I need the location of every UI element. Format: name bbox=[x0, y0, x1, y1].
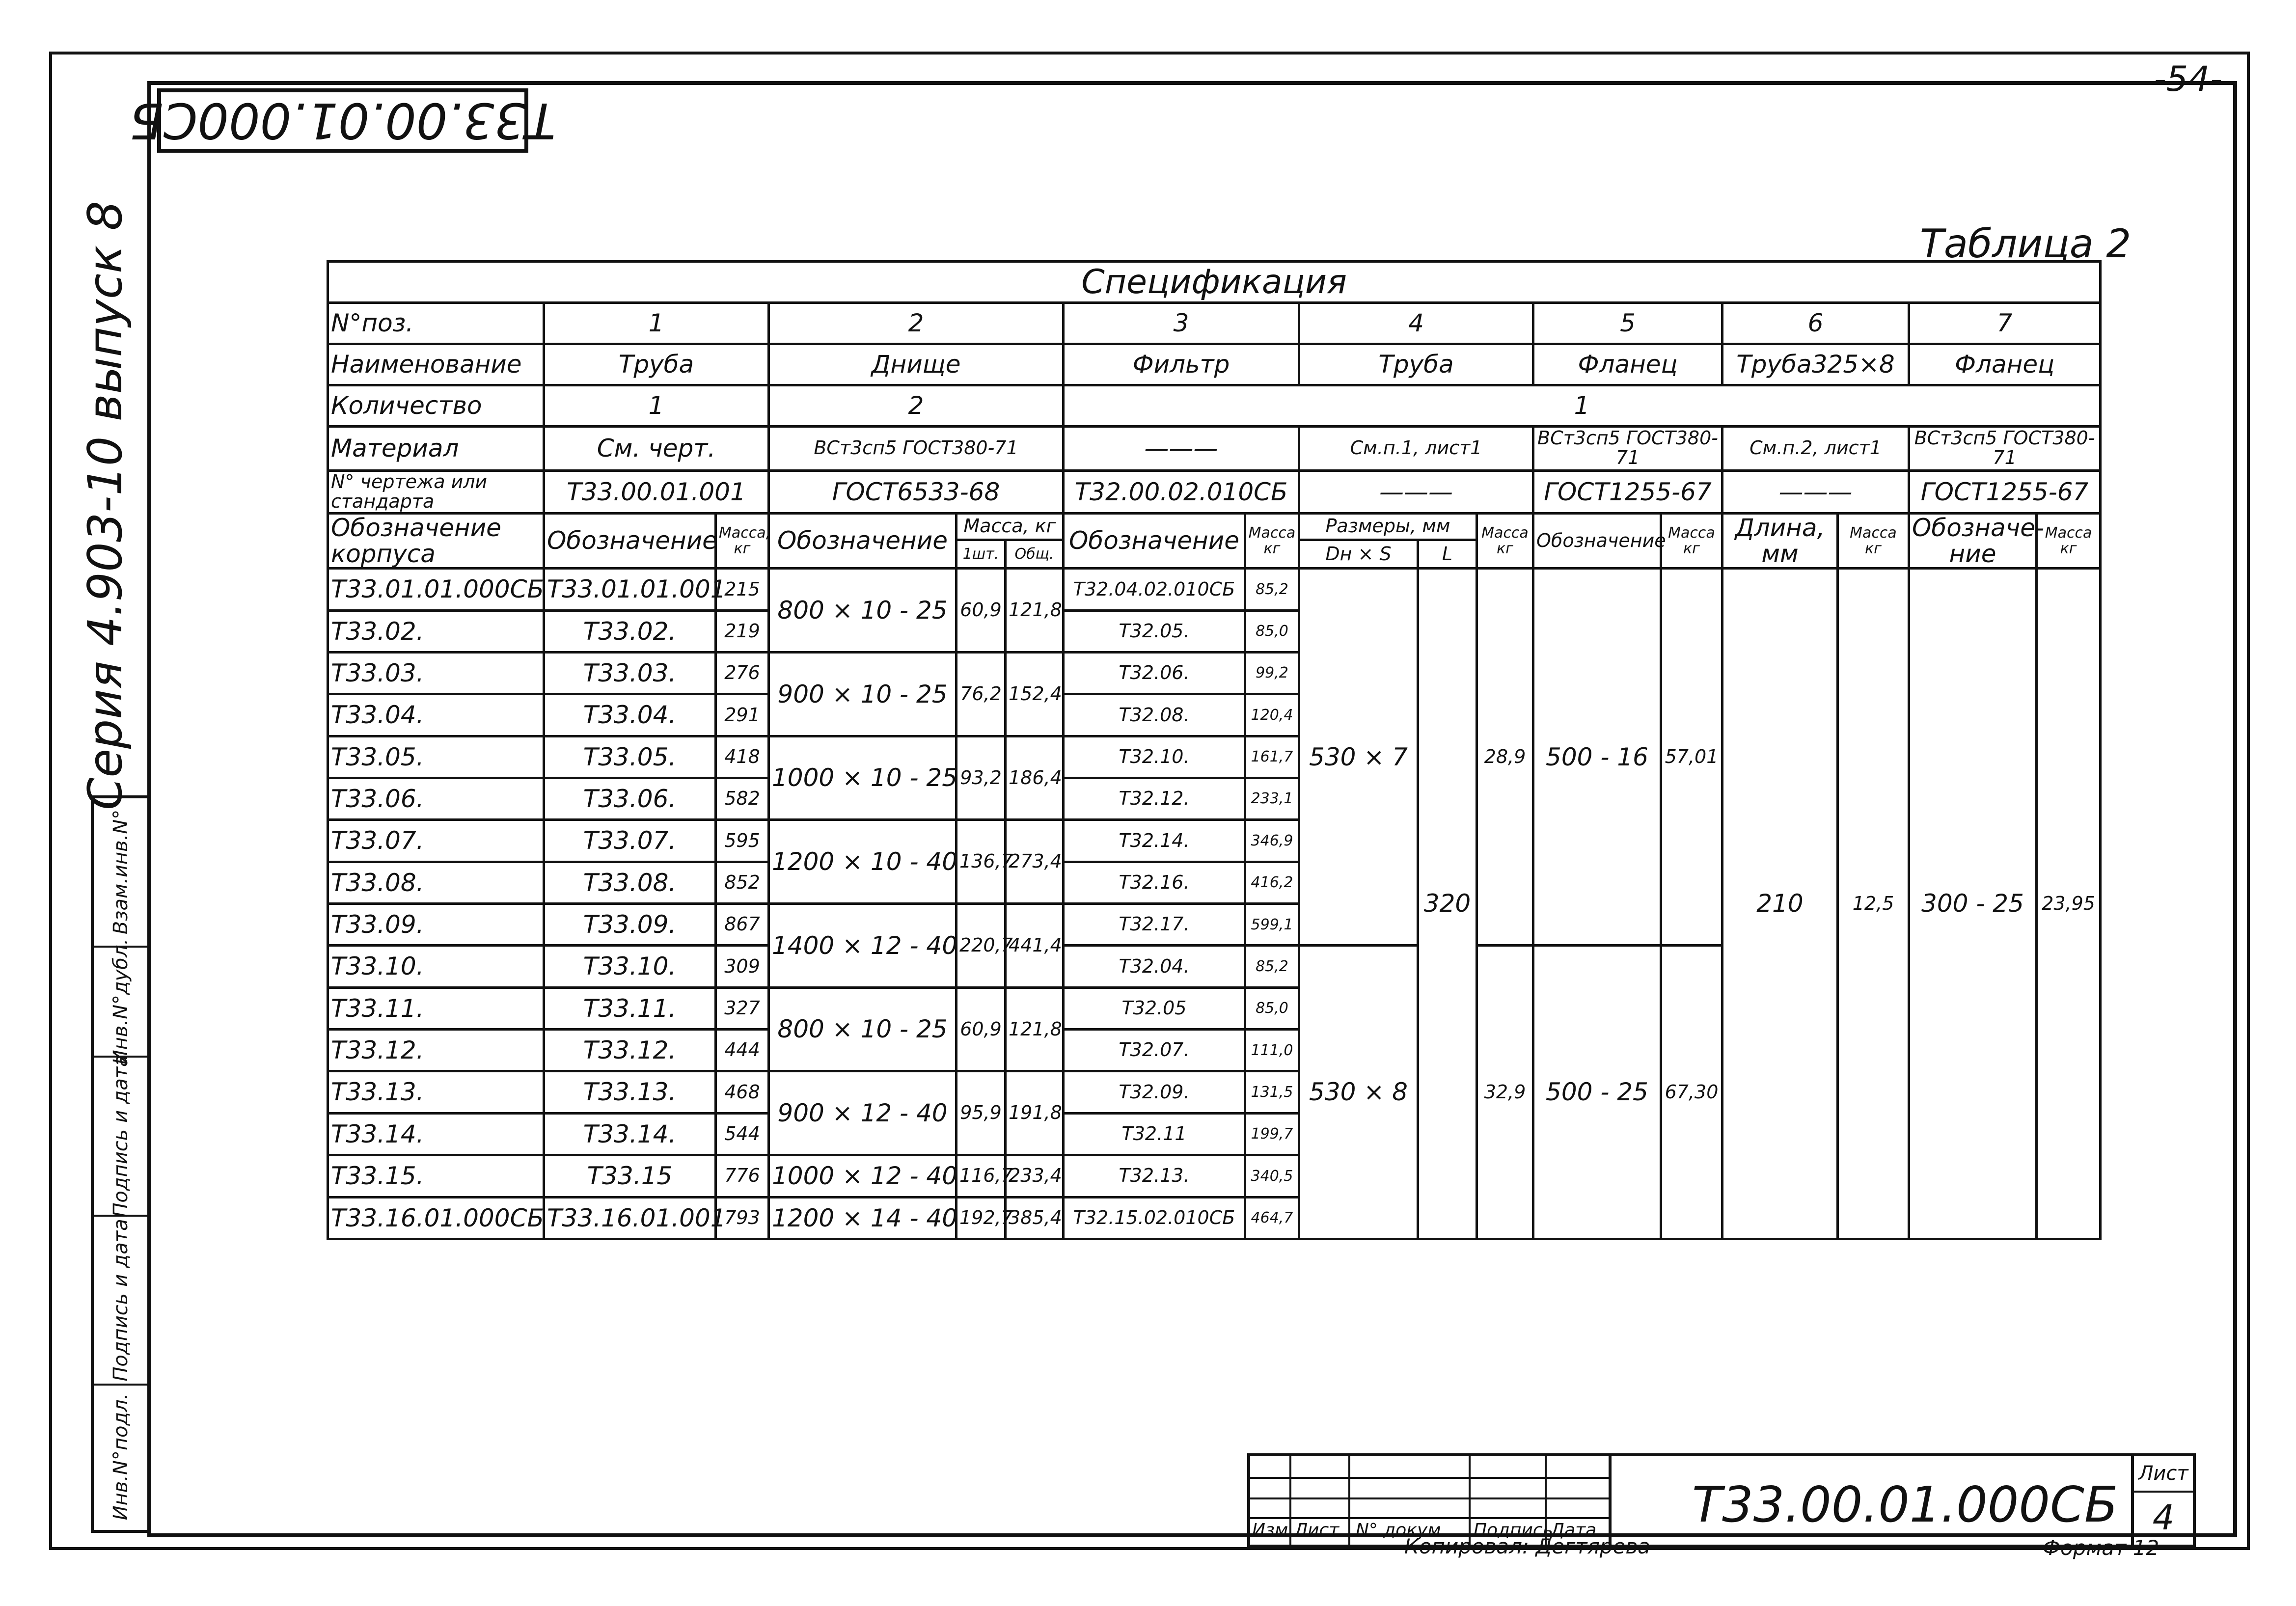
part2-mass-total: 121,8 bbox=[1006, 569, 1064, 653]
part3-designation: Т32.17. bbox=[1064, 904, 1245, 946]
part1-designation: Т33.08. bbox=[544, 862, 716, 903]
part2-designation: 1000 × 12 - 40 bbox=[769, 1155, 957, 1197]
header-cell: Масса кг bbox=[1838, 513, 1909, 569]
header-cell: 1шт. bbox=[957, 540, 1006, 569]
row-label: N° чертежа или стандарта bbox=[328, 470, 544, 513]
cell: Фильтр bbox=[1064, 344, 1299, 385]
header-cell: Размеры, мм bbox=[1299, 513, 1477, 540]
part3-designation: Т32.06. bbox=[1064, 653, 1245, 694]
body-cell: Т33.11. bbox=[328, 987, 544, 1029]
part5-mass: 57,01 bbox=[1661, 569, 1722, 946]
part1-designation: Т33.12. bbox=[544, 1030, 716, 1071]
part3-designation: Т32.14. bbox=[1064, 820, 1245, 862]
part2-mass-total: 233,4 bbox=[1006, 1155, 1064, 1197]
cell: 5 bbox=[1533, 302, 1722, 344]
cell: См.п.2, лист1 bbox=[1722, 426, 1909, 470]
tb-label: Дата bbox=[1551, 1520, 1597, 1540]
part3-designation: Т32.16. bbox=[1064, 862, 1245, 903]
cell: Фланец bbox=[1533, 344, 1722, 385]
side-cell bbox=[94, 1386, 148, 1528]
series-label: Серия 4.903-10 выпуск 8 bbox=[79, 200, 133, 810]
part6-length: 210 bbox=[1722, 569, 1838, 1239]
specification-table bbox=[327, 260, 2102, 1240]
part1-mass: 867 bbox=[716, 904, 769, 946]
title-block bbox=[1247, 1453, 2196, 1548]
body-cell: Т33.01.01.000СБ bbox=[328, 569, 544, 610]
part3-mass: 99,2 bbox=[1245, 653, 1299, 694]
cell: Фланец bbox=[1909, 344, 2101, 385]
row-label: Материал bbox=[328, 426, 544, 470]
part3-designation: Т32.12. bbox=[1064, 778, 1245, 820]
part2-mass-total: 152,4 bbox=[1006, 653, 1064, 736]
side-label: Взам.инв.N° bbox=[109, 809, 132, 935]
part2-mass-total: 385,4 bbox=[1006, 1197, 1064, 1239]
part1-mass: 219 bbox=[716, 610, 769, 652]
part2-mass-one: 220,7 bbox=[957, 904, 1006, 988]
grid-line bbox=[1348, 1456, 1350, 1545]
part2-designation: 900 × 12 - 40 bbox=[769, 1071, 957, 1155]
part3-designation: Т32.15.02.010СБ bbox=[1064, 1197, 1245, 1239]
row-label: Наименование bbox=[328, 344, 544, 385]
part1-mass: 418 bbox=[716, 736, 769, 778]
document-number: Т33.00.01.000СБ bbox=[1692, 1476, 2118, 1533]
part4-length: 320 bbox=[1418, 569, 1477, 1239]
row-label: Количество bbox=[328, 385, 544, 426]
header-cell: Масса, кг bbox=[716, 513, 769, 569]
header-cell: Масса кг bbox=[1477, 513, 1533, 569]
cell: 4 bbox=[1299, 302, 1533, 344]
part1-designation: Т33.07. bbox=[544, 820, 716, 862]
part2-mass-one: 116,7 bbox=[957, 1155, 1006, 1197]
part3-mass: 346,9 bbox=[1245, 820, 1299, 862]
part1-mass: 852 bbox=[716, 862, 769, 903]
side-label: Инв.N°подл. bbox=[109, 1393, 132, 1521]
part5-mass: 67,30 bbox=[1661, 946, 1722, 1239]
cell: ВСт3сп5 ГОСТ380-71 bbox=[769, 426, 1064, 470]
tb-label: Изм. bbox=[1252, 1520, 1294, 1540]
grid-line bbox=[1250, 1497, 1609, 1499]
part1-mass: 595 bbox=[716, 820, 769, 862]
part2-designation: 1200 × 14 - 40 bbox=[769, 1197, 957, 1239]
part1-designation: Т33.05. bbox=[544, 736, 716, 778]
part3-designation: Т32.04.02.010СБ bbox=[1064, 569, 1245, 610]
part7-mass: 23,95 bbox=[2037, 569, 2101, 1239]
cell: Труба bbox=[544, 344, 769, 385]
side-label: Инв.N°дубл. bbox=[109, 938, 132, 1065]
body-cell: Т33.05. bbox=[328, 736, 544, 778]
side-label: Подпись и дата bbox=[109, 1055, 132, 1218]
cell: 1 bbox=[544, 302, 769, 344]
cell: ГОСТ1255-67 bbox=[1909, 470, 2101, 513]
table-title: Таблица 2 bbox=[1920, 221, 2132, 267]
table-row bbox=[328, 569, 2101, 610]
cell: 1 bbox=[544, 385, 769, 426]
part1-designation: Т33.15 bbox=[544, 1155, 716, 1197]
part3-mass: 199,7 bbox=[1245, 1113, 1299, 1155]
part3-mass: 464,7 bbox=[1245, 1197, 1299, 1239]
part1-mass: 544 bbox=[716, 1113, 769, 1155]
copied-by: Копировал: Дегтярева bbox=[1404, 1534, 1650, 1558]
header-cell: Масса кг bbox=[1245, 513, 1299, 569]
part1-designation: Т33.10. bbox=[544, 946, 716, 987]
cell: Труба325×8 bbox=[1722, 344, 1909, 385]
part1-mass: 291 bbox=[716, 694, 769, 736]
part4-size: 530 × 7 bbox=[1299, 569, 1418, 946]
side-strip bbox=[91, 795, 151, 1533]
part1-designation: Т33.13. bbox=[544, 1071, 716, 1113]
part1-mass: 215 bbox=[716, 569, 769, 610]
part3-mass: 161,7 bbox=[1245, 736, 1299, 778]
part2-mass-total: 441,4 bbox=[1006, 904, 1064, 988]
cell: 7 bbox=[1909, 302, 2101, 344]
part1-designation: Т33.14. bbox=[544, 1113, 716, 1155]
body-cell: Т33.13. bbox=[328, 1071, 544, 1113]
grid-line bbox=[1469, 1456, 1471, 1545]
header-cell: Общ. bbox=[1006, 540, 1064, 569]
part3-mass: 416,2 bbox=[1245, 862, 1299, 903]
part3-mass: 131,5 bbox=[1245, 1071, 1299, 1113]
tb-label: Подпись bbox=[1474, 1520, 1553, 1540]
cell: ——— bbox=[1299, 470, 1533, 513]
header-cell: Масса кг bbox=[2037, 513, 2101, 569]
part1-mass: 582 bbox=[716, 778, 769, 820]
header-cell: Обозначение bbox=[769, 513, 957, 569]
part3-mass: 85,0 bbox=[1245, 987, 1299, 1029]
part1-designation: Т33.03. bbox=[544, 653, 716, 694]
body-cell: Т33.04. bbox=[328, 694, 544, 736]
part3-designation: Т32.05. bbox=[1064, 610, 1245, 652]
cell: ГОСТ1255-67 bbox=[1533, 470, 1722, 513]
body-cell: Т33.03. bbox=[328, 653, 544, 694]
part3-mass: 340,5 bbox=[1245, 1155, 1299, 1197]
part3-designation: Т32.07. bbox=[1064, 1030, 1245, 1071]
part2-mass-one: 60,9 bbox=[957, 987, 1006, 1071]
part3-mass: 85,2 bbox=[1245, 946, 1299, 987]
part1-mass: 468 bbox=[716, 1071, 769, 1113]
part1-designation: Т33.02. bbox=[544, 610, 716, 652]
cell: 1 bbox=[1064, 385, 2101, 426]
header-cell: Dн × S bbox=[1299, 540, 1418, 569]
body-cell: Т33.12. bbox=[328, 1030, 544, 1071]
part2-mass-one: 76,2 bbox=[957, 653, 1006, 736]
body-cell: Т33.06. bbox=[328, 778, 544, 820]
part3-designation: Т32.11 bbox=[1064, 1113, 1245, 1155]
grid-line bbox=[1250, 1477, 1609, 1479]
sheet-label: Лист bbox=[2134, 1456, 2193, 1493]
tb-label: N° докум. bbox=[1356, 1520, 1447, 1540]
format-label: Формат 12 bbox=[2043, 1536, 2159, 1560]
cell: См.п.1, лист1 bbox=[1299, 426, 1533, 470]
cell: Днище bbox=[769, 344, 1064, 385]
part3-mass: 85,0 bbox=[1245, 610, 1299, 652]
part7-designation: 300 - 25 bbox=[1909, 569, 2037, 1239]
part2-mass-one: 136,7 bbox=[957, 820, 1006, 904]
part1-mass: 444 bbox=[716, 1030, 769, 1071]
part2-designation: 800 × 10 - 25 bbox=[769, 569, 957, 653]
part3-designation: Т32.13. bbox=[1064, 1155, 1245, 1197]
row-label: N°поз. bbox=[328, 302, 544, 344]
header-cell: Обозначение bbox=[1064, 513, 1245, 569]
body-cell: Т33.02. bbox=[328, 610, 544, 652]
part2-mass-one: 93,2 bbox=[957, 736, 1006, 820]
part3-designation: Т32.10. bbox=[1064, 736, 1245, 778]
part2-mass-total: 186,4 bbox=[1006, 736, 1064, 820]
part2-designation: 1400 × 12 - 40 bbox=[769, 904, 957, 988]
part2-designation: 1200 × 10 - 40 bbox=[769, 820, 957, 904]
part1-designation: Т33.01.01.001 bbox=[544, 569, 716, 610]
body-cell: Т33.08. bbox=[328, 862, 544, 903]
part3-mass: 111,0 bbox=[1245, 1030, 1299, 1071]
header-cell: Обозначение bbox=[544, 513, 716, 569]
body-cell: Т33.16.01.000СБ bbox=[328, 1197, 544, 1239]
part6-mass: 12,5 bbox=[1838, 569, 1909, 1239]
cell: Т32.00.02.010СБ bbox=[1064, 470, 1299, 513]
part2-designation: 1000 × 10 - 25 bbox=[769, 736, 957, 820]
header-cell: L bbox=[1418, 540, 1477, 569]
part3-mass: 233,1 bbox=[1245, 778, 1299, 820]
body-cell: Т33.15. bbox=[328, 1155, 544, 1197]
part1-mass: 309 bbox=[716, 946, 769, 987]
part3-designation: Т32.05 bbox=[1064, 987, 1245, 1029]
header-cell: Масса кг bbox=[1661, 513, 1722, 569]
body-cell: Т33.10. bbox=[328, 946, 544, 987]
part3-designation: Т32.08. bbox=[1064, 694, 1245, 736]
cell: 3 bbox=[1064, 302, 1299, 344]
cell: Труба bbox=[1299, 344, 1533, 385]
part1-mass: 793 bbox=[716, 1197, 769, 1239]
header-cell: Обозначе- ние bbox=[1909, 513, 2037, 569]
part5-designation: 500 - 25 bbox=[1533, 946, 1661, 1239]
side-cell bbox=[94, 1217, 148, 1386]
body-cell: Т33.09. bbox=[328, 904, 544, 946]
cell: ГОСТ6533-68 bbox=[769, 470, 1064, 513]
part3-designation: Т32.04. bbox=[1064, 946, 1245, 987]
part1-designation: Т33.11. bbox=[544, 987, 716, 1029]
part2-designation: 800 × 10 - 25 bbox=[769, 987, 957, 1071]
part1-designation: Т33.04. bbox=[544, 694, 716, 736]
part4-mass: 28,9 bbox=[1477, 569, 1533, 946]
page-number: -54- bbox=[2154, 59, 2222, 99]
part1-mass: 327 bbox=[716, 987, 769, 1029]
header-cell: Обозначение bbox=[1533, 513, 1661, 569]
spec-title: Спецификация bbox=[328, 262, 2101, 303]
part2-mass-one: 95,9 bbox=[957, 1071, 1006, 1155]
part1-designation: Т33.09. bbox=[544, 904, 716, 946]
part2-mass-total: 273,4 bbox=[1006, 820, 1064, 904]
part4-size: 530 × 8 bbox=[1299, 946, 1418, 1239]
body-cell: Т33.14. bbox=[328, 1113, 544, 1155]
part2-designation: 900 × 10 - 25 bbox=[769, 653, 957, 736]
part5-designation: 500 - 16 bbox=[1533, 569, 1661, 946]
header-cell: Обозначение корпуса bbox=[328, 513, 544, 569]
revision-grid bbox=[1250, 1456, 1612, 1545]
part2-mass-one: 60,9 bbox=[957, 569, 1006, 653]
grid-line bbox=[1250, 1517, 1609, 1519]
sheet-number: 4 bbox=[2152, 1497, 2175, 1538]
part1-designation: Т33.06. bbox=[544, 778, 716, 820]
cell: 2 bbox=[769, 302, 1064, 344]
cell: ВСт3сп5 ГОСТ380-71 bbox=[1533, 426, 1722, 470]
part2-mass-total: 121,8 bbox=[1006, 987, 1064, 1071]
part4-mass: 32,9 bbox=[1477, 946, 1533, 1239]
side-label: Подпись и дата bbox=[109, 1219, 132, 1382]
cell: ——— bbox=[1064, 426, 1299, 470]
side-cell bbox=[94, 1055, 148, 1218]
part3-mass: 599,1 bbox=[1245, 904, 1299, 946]
part3-designation: Т32.09. bbox=[1064, 1071, 1245, 1113]
top-stamp bbox=[130, 88, 556, 153]
cell: ——— bbox=[1722, 470, 1909, 513]
part1-mass: 276 bbox=[716, 653, 769, 694]
part2-mass-total: 191,8 bbox=[1006, 1071, 1064, 1155]
part1-mass: 776 bbox=[716, 1155, 769, 1197]
body-cell: Т33.07. bbox=[328, 820, 544, 862]
header-cell: Масса, кг bbox=[957, 513, 1064, 540]
cell: ВСт3сп5 ГОСТ380-71 bbox=[1909, 426, 2101, 470]
part3-mass: 85,2 bbox=[1245, 569, 1299, 610]
top-stamp-text: Т33.00.01.000СБ bbox=[130, 92, 556, 149]
header-cell: Длина, мм bbox=[1722, 513, 1838, 569]
part2-mass-one: 192,7 bbox=[957, 1197, 1006, 1239]
tb-label: Лист bbox=[1294, 1520, 1339, 1540]
part1-designation: Т33.16.01.001 bbox=[544, 1197, 716, 1239]
part3-mass: 120,4 bbox=[1245, 694, 1299, 736]
cell: 2 bbox=[769, 385, 1064, 426]
sheet-box bbox=[2131, 1456, 2193, 1545]
cell: 6 bbox=[1722, 302, 1909, 344]
side-cell bbox=[94, 938, 148, 1065]
cell: Т33.00.01.001 bbox=[544, 470, 769, 513]
side-cell bbox=[94, 798, 148, 948]
cell: См. черт. bbox=[544, 426, 769, 470]
